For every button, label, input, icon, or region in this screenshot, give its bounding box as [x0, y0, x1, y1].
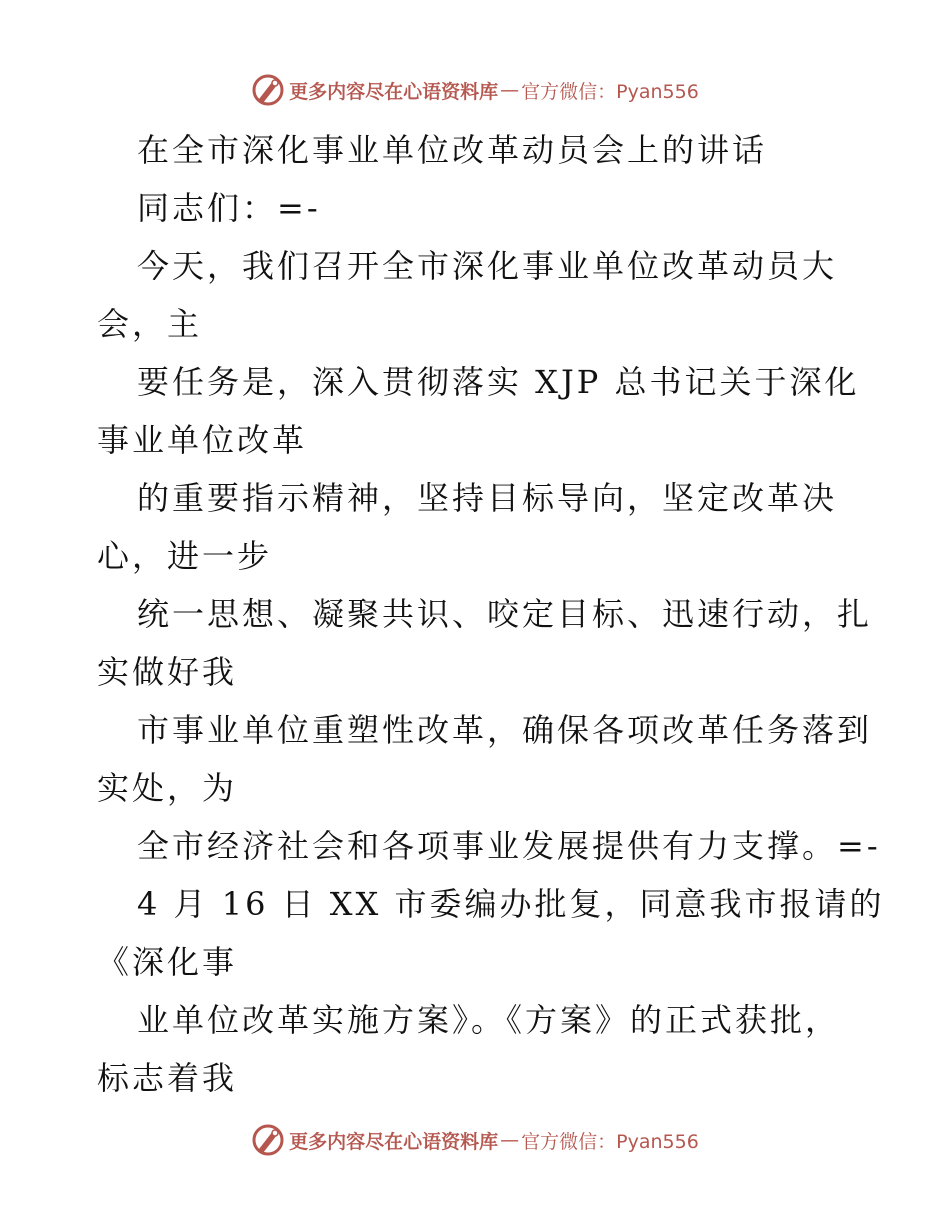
- doc-line: 业单位改革实施方案》。《方案》的正式获批，: [137, 1001, 841, 1039]
- doc-line: 标志着我: [97, 1059, 238, 1097]
- doc-line: 今天，我们召开全市深化事业单位改革动员大: [137, 247, 838, 285]
- doc-line: 4 月 16 日 XX 市委编办批复，同意我市报请的: [137, 885, 885, 923]
- pen-logo-icon: [251, 73, 285, 107]
- doc-title: 在全市深化事业单位改革动员会上的讲话: [137, 131, 768, 169]
- watermark-contact-text: 官方微信：Pyan556: [521, 1130, 699, 1153]
- doc-line: 实做好我: [97, 653, 238, 691]
- watermark-lead-text: 更多内容尽在心语资料库: [289, 1130, 499, 1153]
- doc-line: 心，进一步: [97, 537, 273, 575]
- doc-line: 事业单位改革: [97, 421, 308, 459]
- watermark-banner-top: [0, 70, 950, 110]
- watermark-lead-text: 更多内容尽在心语资料库: [289, 80, 499, 103]
- watermark-contact-text: 官方微信：Pyan556: [521, 80, 699, 103]
- doc-line: 会，主: [97, 305, 203, 343]
- doc-line: 实处，为: [97, 769, 238, 807]
- watermark-dash: —: [500, 79, 520, 101]
- doc-line: 同志们：=-: [137, 189, 321, 227]
- doc-line: 市事业单位重塑性改革，确保各项改革任务落到: [137, 711, 873, 749]
- doc-line: 统一思想、凝聚共识、咬定目标、迅速行动，扎: [137, 595, 873, 633]
- doc-line: 《深化事: [97, 943, 238, 981]
- doc-line: 全市经济社会和各项事业发展提供有力支撑。=-: [137, 827, 881, 865]
- watermark-dash: —: [500, 1129, 520, 1151]
- doc-line: 要任务是，深入贯彻落实 XJP 总书记关于深化: [137, 363, 860, 401]
- pen-logo-icon: [251, 1123, 285, 1157]
- doc-line: 的重要指示精神，坚持目标导向，坚定改革决: [137, 479, 838, 517]
- watermark-banner-bottom: [0, 1120, 950, 1160]
